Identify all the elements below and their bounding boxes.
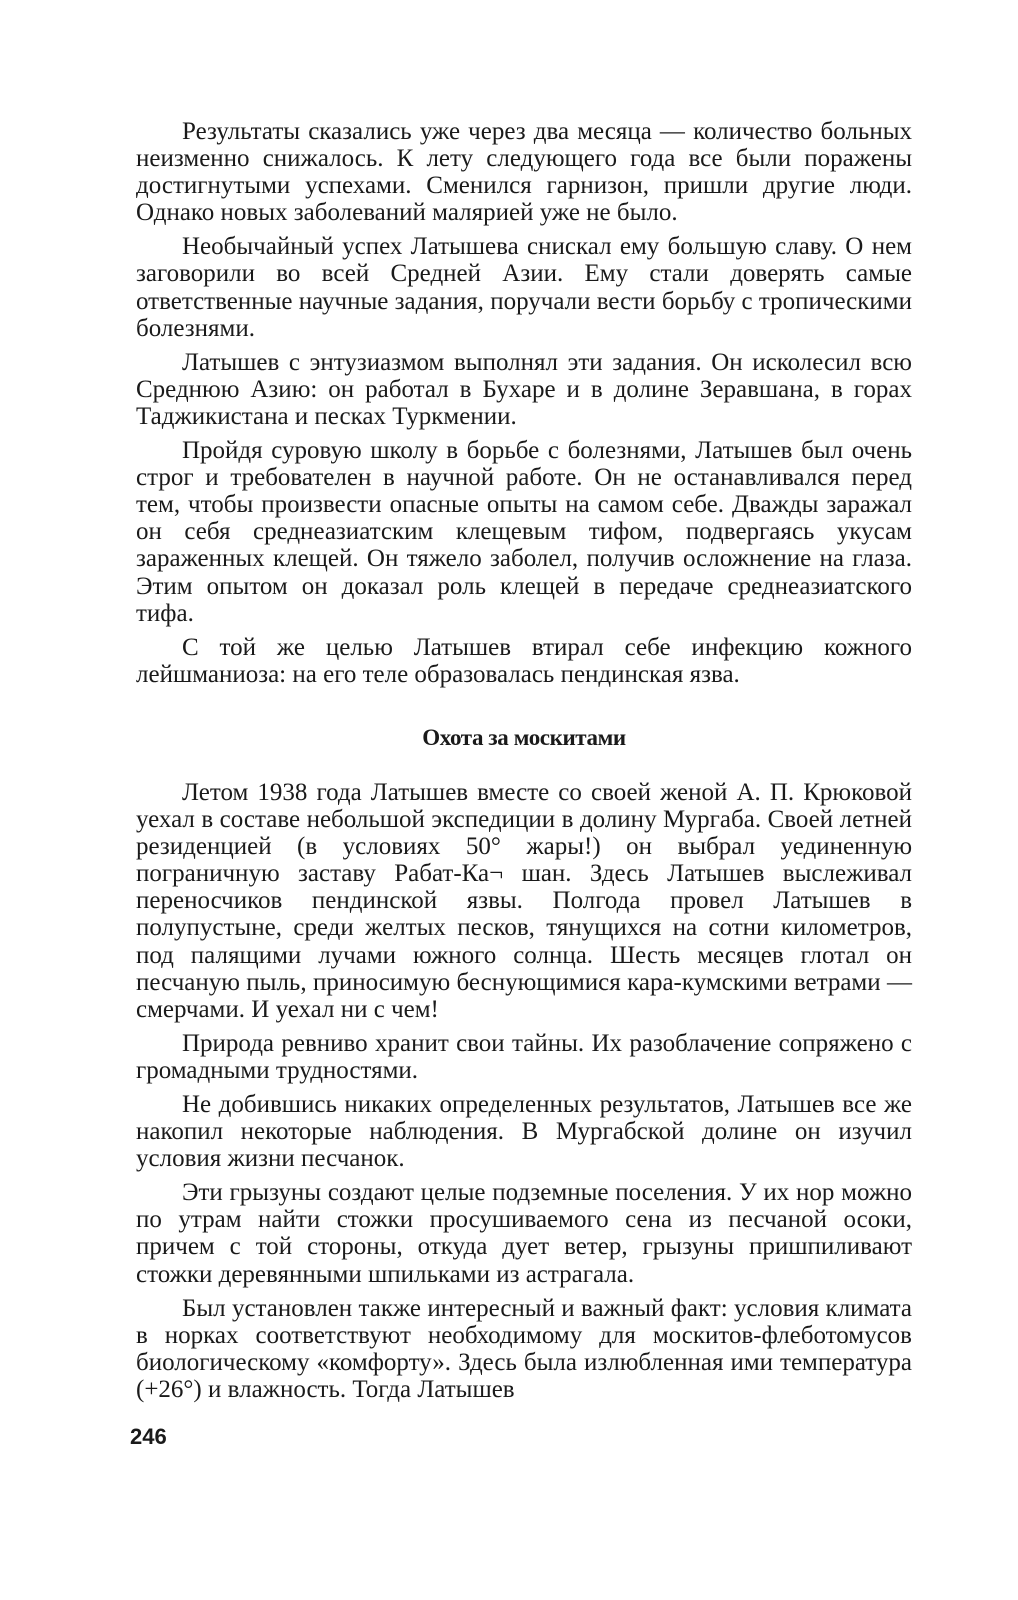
- paragraph-self-experiments: Пройдя суровую школу в борьбе с болезнями, Латышев был очень строг и требователен в научной работе. Он не останавливался перед тем, чтобы произвести опасные опыты на самом себе. Дважды заражал он себя среднеазиатским клещевым тифом, подвергаясь укусам зараженных клещей. Он тяжело заболел, получив осложнение на глаза. Этим опытом он доказал роль клещей в передаче среднеазиатского тифа.: [136, 437, 912, 627]
- section-heading: Охота за москитами: [422, 724, 626, 750]
- paragraph-nature-secrets: Природа ревниво хранит свои тайны. Их разоблачение сопряжено с громадными трудностями.: [136, 1029, 912, 1084]
- paragraph-leishmaniasis: С той же целью Латышев втирал себе инфекцию кожного лейшманиоза: на его теле образовалась пендинская язва.: [136, 633, 912, 688]
- paragraph-central-asia: Латышев с энтузиазмом выполнял эти задания. Он исколесил всю Среднюю Азию: он работал в Бухаре и в долине Зеравшана, в горах Таджикистана и песках Туркмении.: [136, 348, 912, 430]
- paragraph-results: Результаты сказались уже через два месяца — количество больных неизменно снижалось. К лету следующего года все были поражены достигнутыми успехами. Сменился гарнизон, пришли другие люди. Однако новых заболеваний малярией уже не было.: [136, 118, 912, 227]
- paragraph-success: Необычайный успех Латышева снискал ему большую славу. О нем заговорили во всей Средней Азии. Ему стали доверять самые ответственные научные задания, поручали вести борьбу с тропическими болезнями.: [136, 233, 912, 342]
- paragraph-gerbils: Эти грызуны создают целые подземные поселения. У их нор можно по утрам найти стожки просушиваемого сена из песчаной осоки, причем с той стороны, откуда дует ветер, грызуны пришпиливают стожки деревянными шпильками из астрагала.: [136, 1179, 912, 1288]
- paragraph-expedition: Летом 1938 года Латышев вместе со своей женой А. П. Крюковой уехал в составе небольшой экспедиции в долину Мургаба. Своей летней резиденцией (в условиях 50° жары!) он выбрал уединенную пограничную заставу Рабат-Ка¬ шан. Здесь Латышев выслеживал переносчиков пендинской язвы. Полгода провел Латышев в полупустыне, среди желтых песков, тянущихся на сотни километров, под палящими лучами южного солнца. Шесть месяцев глотал он песчаную пыль, приносимую беснующимися кара-кумскими ветрами — смерчами. И уехал ни с чем!: [136, 778, 912, 1023]
- paragraph-observations: Не добившись никаких определенных результатов, Латышев все же накопил некоторые наблюдения. В Мургабской долине он изучил условия жизни песчанок.: [136, 1091, 912, 1173]
- page-number: 246: [130, 1424, 167, 1449]
- page-body: [136, 118, 912, 1410]
- paragraph-climate-fact: Был установлен также интересный и важный факт: условия климата в норках соответствуют необходимому для москитов-флеботомусов биологическому «комфорту». Здесь была излюбленная ими температура (+26°) и влажность. Тогда Латышев: [136, 1294, 912, 1403]
